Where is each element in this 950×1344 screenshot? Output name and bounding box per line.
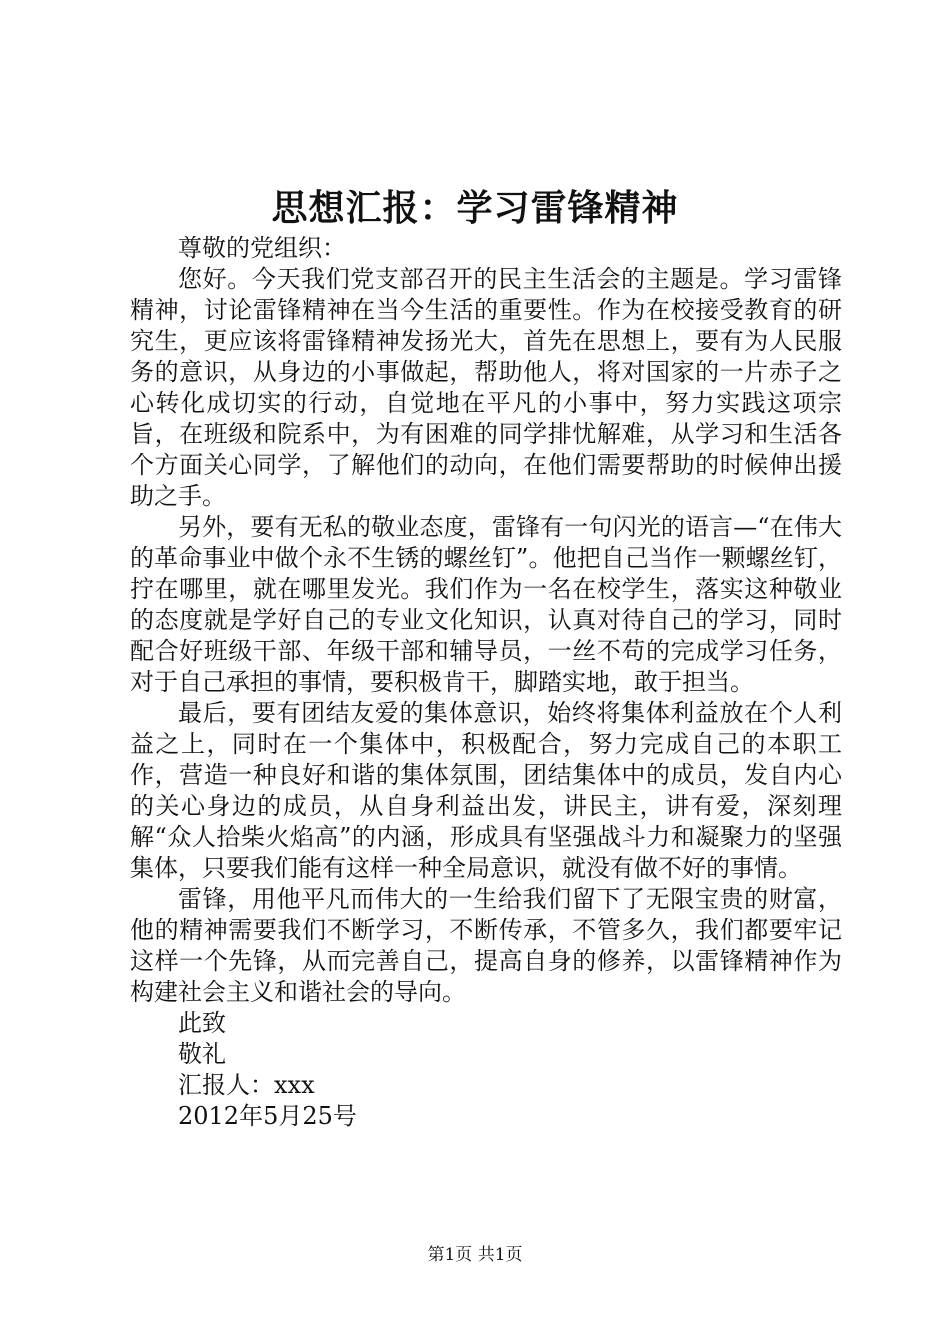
salutation: 尊敬的党组织： [178, 234, 346, 262]
document-title: 思想汇报：学习雷锋精神 [271, 187, 679, 229]
closing-line-1: 此致 [178, 1009, 226, 1037]
body-paragraph: 最后，要有团结友爱的集体意识，始终将集体利益放在个人利益之上，同时在一个集体中，积极配合，努力完成自己的本职工作，营造一种良好和谐的集体氛围，团结集体中的成员，发自内心的关心身边的成员，从自身利益出发，讲民主，讲有爱，深刻理解“众人拾柴火焰高”的内涵，形成具有坚强战斗力和凝聚力的坚强集体，只要我们能有这样一种全局意识，就没有做不好的事情。 [130, 699, 842, 882]
page-footer: 第1页 共1页 [427, 1245, 523, 1265]
reporter-line: 汇报人：xxx [178, 1071, 315, 1099]
body-paragraph: 另外，要有无私的敬业态度，雷锋有一句闪光的语言—“在伟大的革命事业中做个永不生锈的螺丝钉”。他把自己当作一颗螺丝钉，拧在哪里，就在哪里发光。我们作为一名在校学生，落实这种敬业的态度就是学好自己的专业文化知识，认真对待自己的学习，同时配合好班级干部、年级干部和辅导员，一丝不苟的完成学习任务，对于自己承担的事情，要积极肯干，脚踏实地，敢于担当。 [130, 513, 842, 696]
closing-line-2: 敬礼 [178, 1040, 226, 1068]
body-paragraph: 雷锋，用他平凡而伟大的一生给我们留下了无限宝贵的财富，他的精神需要我们不断学习，不断传承，不管多久，我们都要牢记这样一个先锋，从而完善自己，提高自身的修养，以雷锋精神作为构建社会主义和谐社会的导向。 [130, 885, 842, 1006]
date-line: 2012年5月25号 [178, 1102, 357, 1130]
document-body [130, 233, 842, 1132]
body-paragraph: 您好。今天我们党支部召开的民主生活会的主题是。学习雷锋精神，讨论雷锋精神在当今生活的重要性。作为在校接受教育的研究生，更应该将雷锋精神发扬光大，首先在思想上，要有为人民服务的意识，从身边的小事做起，帮助他人，将对国家的一片赤子之心转化成切实的行动，自觉地在平凡的小事中，努力实践这项宗旨，在班级和院系中，为有困难的同学排忧解难，从学习和生活各个方面关心同学，了解他们的动向，在他们需要帮助的时候伸出援助之手。 [130, 265, 842, 510]
